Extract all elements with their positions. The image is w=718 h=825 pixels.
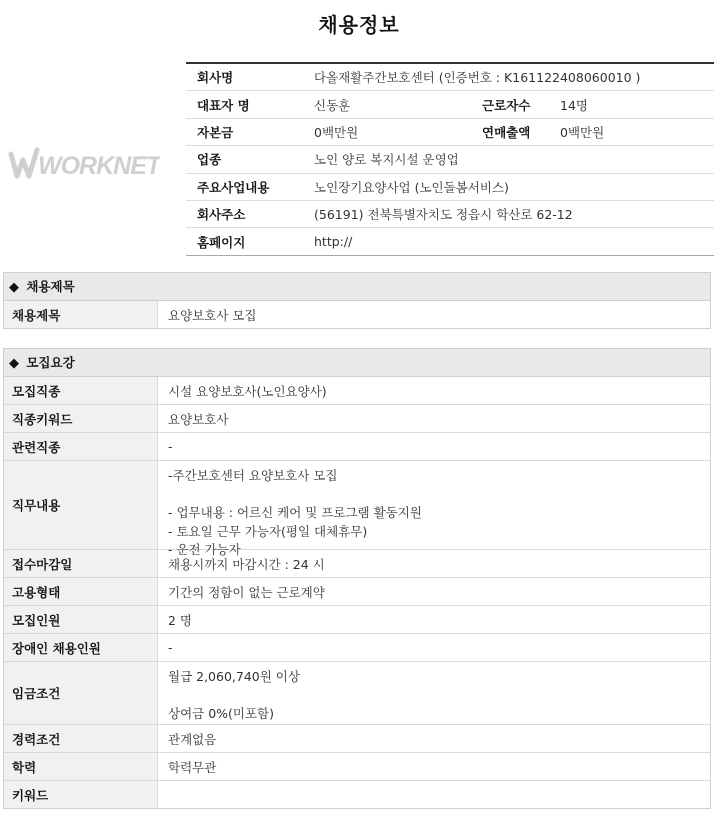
requirement-value-line: - 운전 가능자 [168, 542, 241, 557]
requirement-value-line [168, 687, 710, 706]
requirement-label: 학력 [4, 753, 158, 780]
requirement-value: 기간의 정함이 없는 근로계약 [168, 584, 325, 600]
industry-value: 노인 양로 복지시설 운영업 [314, 152, 459, 168]
recruit-title-header [4, 273, 710, 301]
worknet-logo-graphic [8, 146, 160, 182]
address-value: (56191) 전북특별자치도 정읍시 학산로 62-12 [314, 207, 573, 223]
requirement-value [158, 461, 710, 557]
business-value: 노인장기요양사업 (노인돌봄서비스) [314, 179, 509, 195]
company-name-label: 회사명 [197, 70, 234, 86]
company-name-row [186, 62, 714, 91]
company-ceo-row [186, 91, 714, 118]
requirement-value: 2 명 [168, 612, 193, 628]
address-label: 회사주소 [197, 207, 246, 223]
requirement-label: 키워드 [4, 781, 158, 808]
requirement-value: 학력무관 [168, 759, 217, 775]
business-label: 주요사업내용 [197, 179, 270, 195]
requirement-row [4, 405, 710, 433]
recruit-title-value: 요양보호사 모집 [168, 307, 257, 323]
requirement-row [4, 781, 710, 808]
requirements-section [3, 348, 711, 809]
company-homepage-row [186, 228, 714, 255]
requirements-table [4, 377, 710, 808]
diamond-bullet-icon: ◆ [9, 356, 19, 371]
company-name-value: 다올재활주간보호센터 (인증번호 : K161122408060010 ) [314, 70, 641, 86]
industry-label: 업종 [197, 152, 222, 168]
requirement-label: 임금조건 [4, 662, 158, 724]
requirement-label: 장애인 채용인원 [4, 634, 158, 661]
requirement-row [4, 578, 710, 606]
requirement-value: - [168, 439, 173, 454]
requirement-label: 경력조건 [4, 725, 158, 752]
revenue-value: 0백만원 [560, 124, 605, 140]
worknet-logo [8, 146, 160, 182]
requirement-value-line: - 토요일 근무 가능자(평일 대체휴무) [168, 523, 368, 539]
requirement-row [4, 461, 710, 557]
requirements-header-text: 모집요강 [26, 355, 75, 370]
requirement-label: 관련직종 [4, 433, 158, 460]
requirement-value: - [168, 640, 173, 655]
requirement-label: 모집인원 [4, 606, 158, 633]
capital-value: 0백만원 [314, 124, 359, 140]
requirement-value: 시설 요양보호사(노인요양사) [168, 383, 327, 399]
requirement-value-line [168, 486, 710, 505]
employees-value: 14명 [560, 97, 588, 113]
requirement-value: 요양보호사 [168, 411, 229, 427]
recruit-title-label: 채용제목 [4, 301, 158, 328]
requirement-row [4, 606, 710, 634]
requirement-value-line: - 업무내용 : 어르신 케어 및 프로그램 활동지원 [168, 505, 422, 520]
recruit-title-row [4, 301, 710, 328]
requirement-row [4, 753, 710, 781]
company-business-row [186, 174, 714, 201]
requirement-row [4, 662, 710, 725]
requirement-value: 채용시까지 마감시간 : 24 시 [168, 556, 325, 572]
company-address-row [186, 201, 714, 228]
requirement-label: 접수마감일 [4, 550, 158, 577]
recruit-title-section [3, 272, 711, 329]
company-capital-row [186, 119, 714, 146]
requirement-value: 관계없음 [168, 731, 217, 747]
requirement-value-line: -주간보호센터 요양보호사 모집 [168, 468, 338, 483]
requirement-row [4, 725, 710, 753]
requirement-value-line: 월급 2,060,740원 이상 [168, 669, 300, 684]
requirement-value-line: 상여금 0%(미포함) [168, 706, 275, 721]
requirement-value [158, 781, 710, 808]
requirement-row [4, 634, 710, 662]
requirement-label: 직종키워드 [4, 405, 158, 432]
requirement-row [4, 377, 710, 405]
recruit-title-header-text: 채용제목 [26, 279, 75, 294]
company-info-table [186, 62, 714, 256]
employees-label: 근로자수 [482, 97, 531, 113]
requirement-row [4, 433, 710, 461]
logo-text: WORKNET [38, 152, 160, 180]
requirements-header [4, 349, 710, 377]
requirement-label: 모집직종 [4, 377, 158, 404]
capital-label: 자본금 [197, 124, 234, 140]
requirement-label: 직무내용 [4, 461, 158, 549]
requirement-row [4, 550, 710, 578]
page-title: 채용정보 [318, 13, 400, 37]
homepage-label: 홈페이지 [197, 234, 246, 250]
homepage-link[interactable]: http:// [314, 234, 353, 250]
company-industry-row [186, 146, 714, 173]
ceo-value: 신동훈 [314, 97, 351, 113]
ceo-label: 대표자 명 [197, 97, 250, 113]
requirement-value [158, 662, 710, 724]
diamond-bullet-icon: ◆ [9, 280, 19, 295]
revenue-label: 연매출액 [482, 124, 531, 140]
requirement-label: 고용형태 [4, 578, 158, 605]
